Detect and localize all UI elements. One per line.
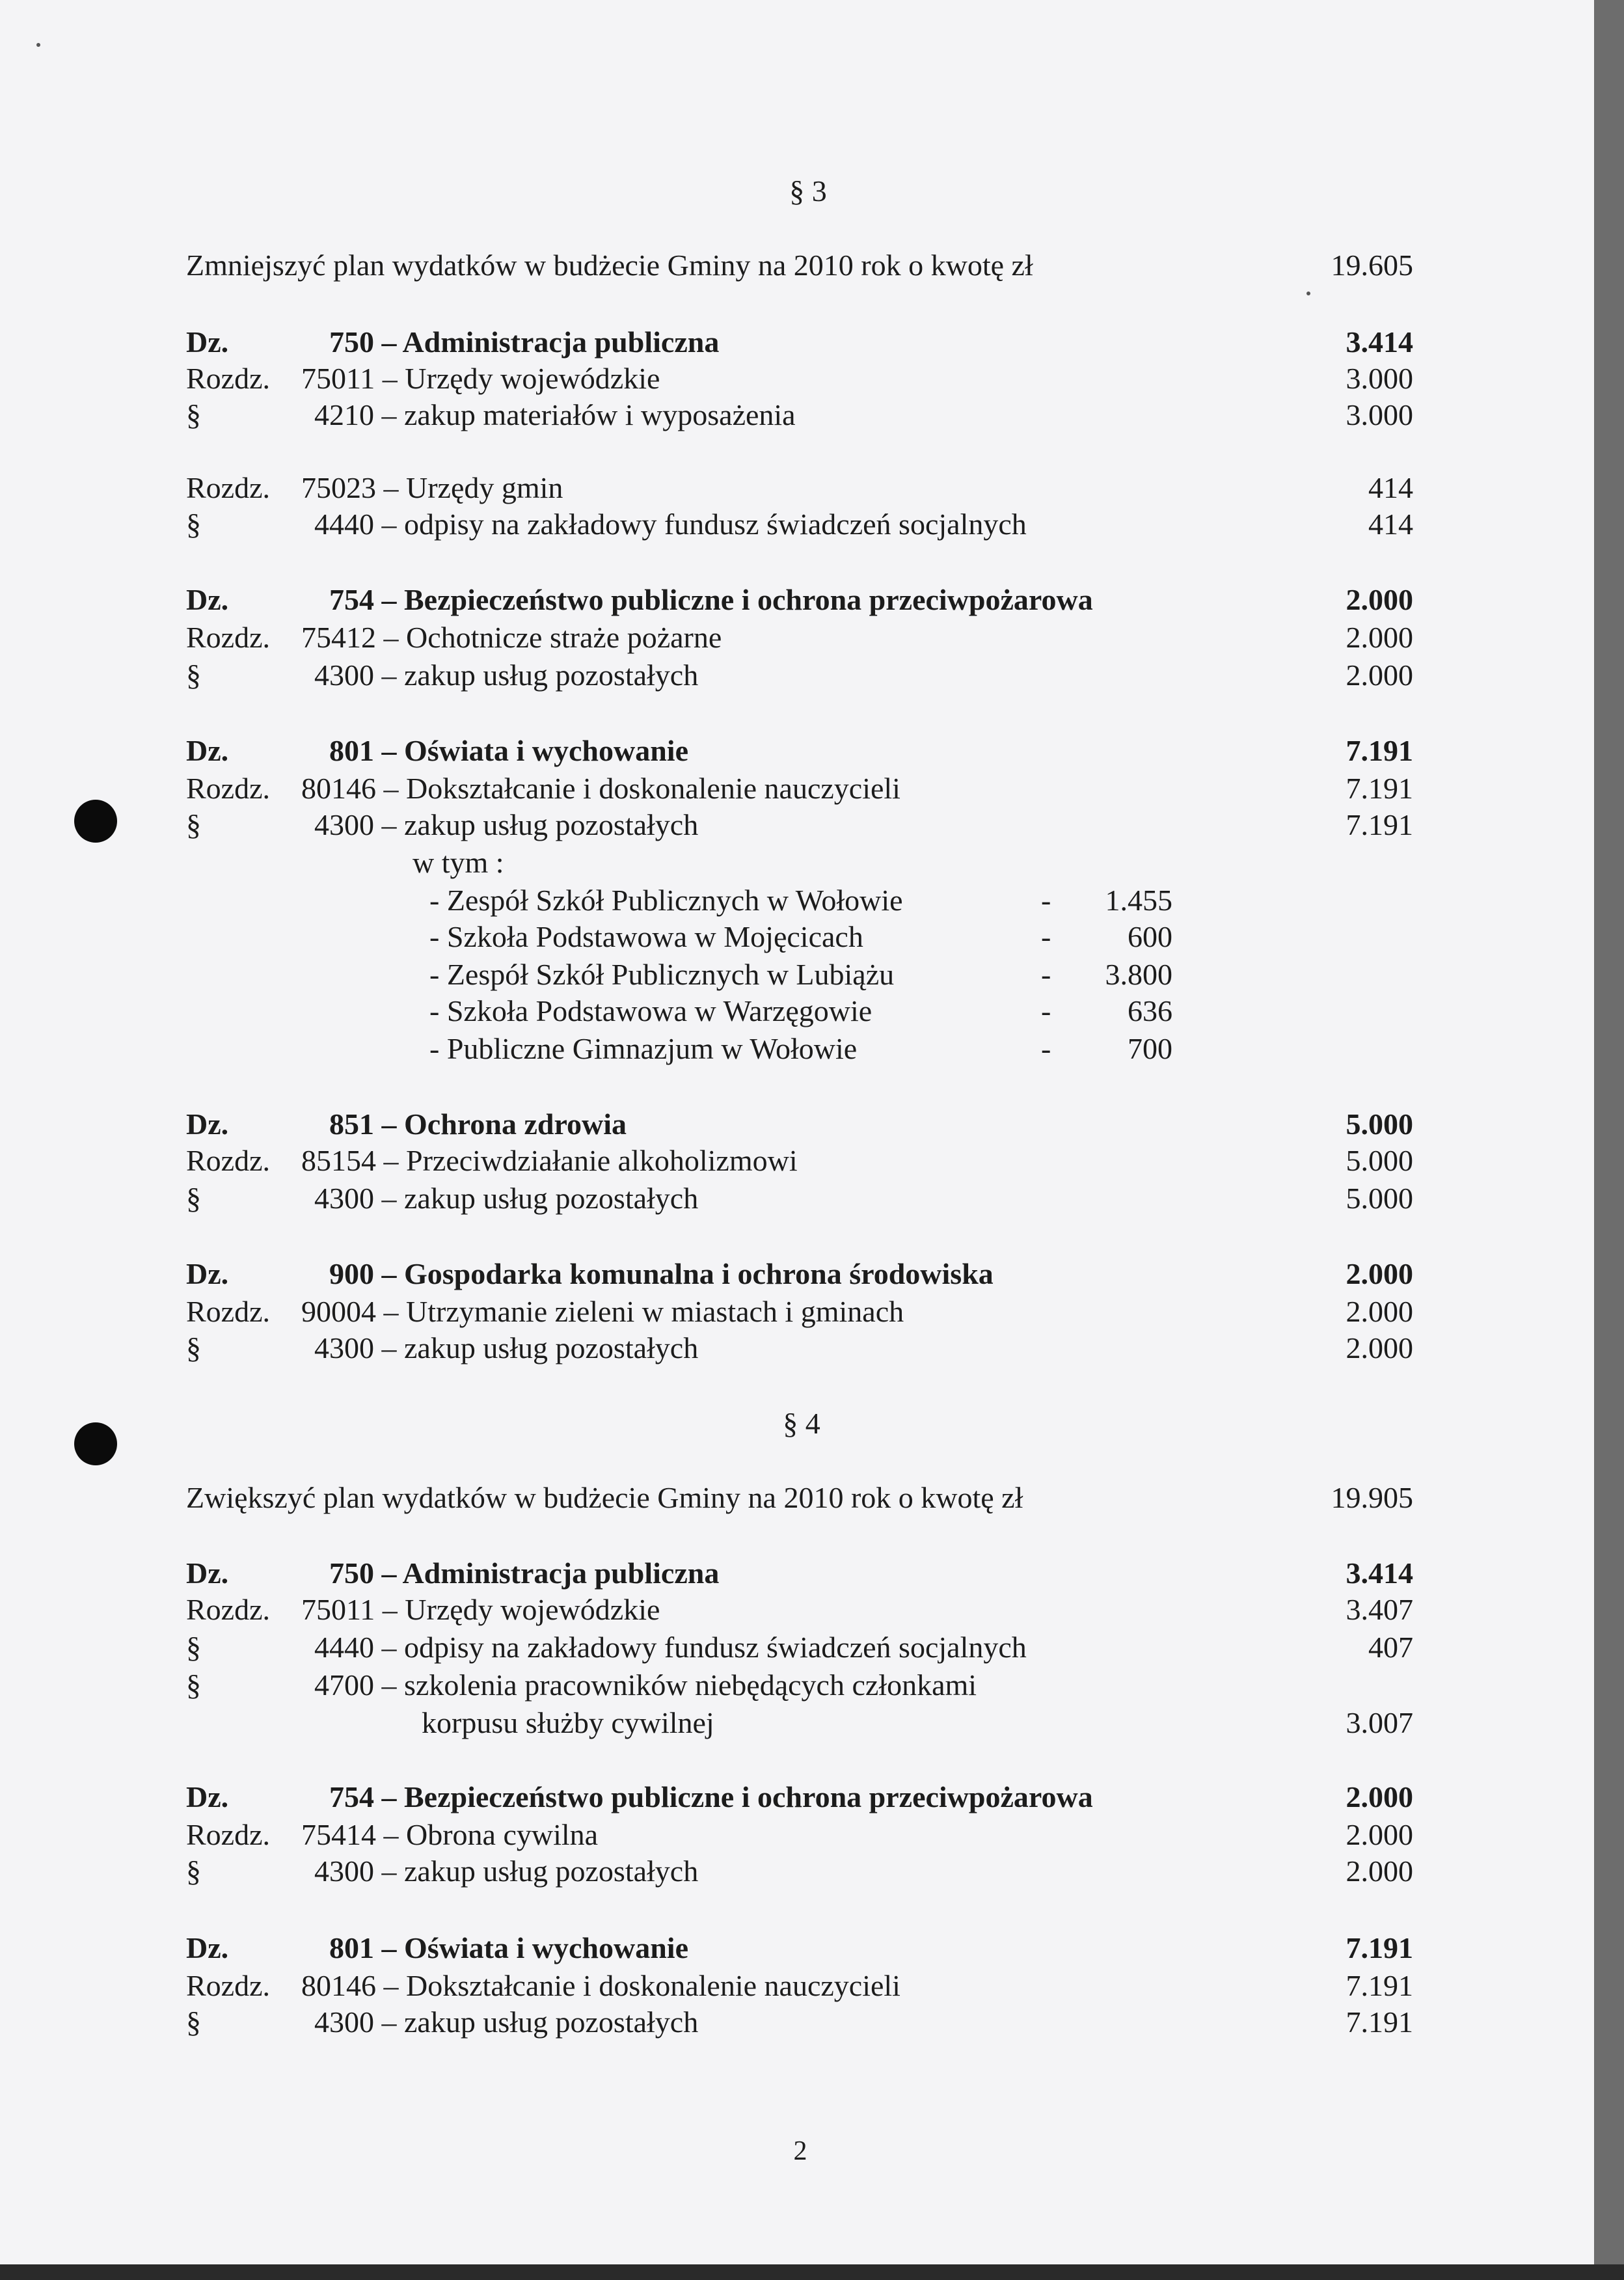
paragraph-text: 4300 – zakup usług pozostałych [314,808,699,841]
chapter-amount: 5.000 [1346,1144,1413,1177]
chapter-amount: 3.407 [1346,1593,1413,1626]
chapter-label: Rozdz. [186,621,271,654]
paragraph-amount: 5.000 [1346,1182,1413,1215]
paragraph-text: 4300 – zakup usług pozostałych [314,2005,699,2039]
paragraph-symbol: § [186,2005,201,2039]
breakdown-dash: - [1041,994,1051,1027]
section-4-intro: Zwiększyć plan wydatków w budżecie Gminy na 2010 rok o kwotę zł [186,1481,1023,1514]
breakdown-item: - Publiczne Gimnazjum w Wołowie [429,1032,858,1065]
chapter-label: Rozdz. [186,1969,271,2002]
breakdown-item: - Zespół Szkół Publicznych w Wołowie [429,884,903,917]
paragraph-amount: 2.000 [1346,658,1413,692]
scan-edge-bottom [0,2264,1624,2280]
chapter-label: Rozdz. [186,1295,271,1328]
breakdown-item: - Zespół Szkół Publicznych w Lubiążu [429,958,895,991]
division-amount: 5.000 [1346,1107,1413,1141]
chapter-title: 75414 – Obrona cywilna [301,1818,599,1851]
scan-speck [1306,292,1310,295]
division-title: 754 – Bezpieczeństwo publiczne i ochrona przeciwpożarowa [329,583,1093,616]
paragraph-text: 4300 – zakup usług pozostałych [314,658,699,692]
chapter-title: 90004 – Utrzymanie zieleni w miastach i gminach [301,1295,904,1328]
punch-hole-bottom [74,1422,117,1465]
breakdown-amount: 600 [1128,920,1172,953]
breakdown-dash: - [1041,958,1051,991]
division-title: 801 – Oświata i wychowanie [329,1931,688,1964]
division-title: 801 – Oświata i wychowanie [329,734,688,767]
paragraph-symbol: § [186,1854,201,1888]
punch-hole-top [74,800,117,843]
paragraph-text: 4300 – zakup usług pozostałych [314,1331,699,1364]
chapter-title: 80146 – Dokształcanie i doskonalenie nauczycieli [301,772,900,805]
paragraph-amount: 3.000 [1346,398,1413,431]
breakdown-item: - Szkoła Podstawowa w Mojęcicach [429,920,863,953]
paragraph-symbol: § [186,1182,201,1215]
chapter-label: Rozdz. [186,362,271,395]
division-amount: 7.191 [1346,734,1413,767]
section-3-intro: Zmniejszyć plan wydatków w budżecie Gminy na 2010 rok o kwotę zł [186,249,1033,282]
chapter-label: Rozdz. [186,1593,271,1626]
division-title: 750 – Administracja publiczna [329,325,720,359]
chapter-amount: 2.000 [1346,621,1413,654]
paragraph-text: 4700 – szkolenia pracowników niebędących członkami [314,1668,977,1702]
paragraph-amount: 2.000 [1346,1331,1413,1364]
chapter-title: 75011 – Urzędy wojewódzkie [301,1593,660,1626]
section-3-total: 19.605 [1331,249,1413,282]
chapter-title: 75023 – Urzędy gmin [301,471,563,504]
division-title: 851 – Ochrona zdrowia [329,1107,627,1141]
breakdown-dash: - [1041,920,1051,953]
division-label: Dz. [186,1931,229,1964]
chapter-label: Rozdz. [186,1144,271,1177]
division-label: Dz. [186,583,229,616]
paragraph-continuation: korpusu służby cywilnej [422,1706,714,1739]
paragraph-symbol: § [186,1631,201,1664]
paragraph-text: 4210 – zakup materiałów i wyposażenia [314,398,796,431]
breakdown-amount: 3.800 [1105,958,1172,991]
division-label: Dz. [186,1556,229,1590]
division-label: Dz. [186,1780,229,1813]
division-amount: 2.000 [1346,1780,1413,1813]
chapter-title: 75011 – Urzędy wojewódzkie [301,362,660,395]
chapter-amount: 2.000 [1346,1818,1413,1851]
paragraph-text: 4300 – zakup usług pozostałych [314,1182,699,1215]
paragraph-symbol: § [186,508,201,541]
division-title: 900 – Gospodarka komunalna i ochrona środowiska [329,1257,994,1290]
paragraph-amount: 7.191 [1346,808,1413,841]
breakdown-dash: - [1041,1032,1051,1065]
paragraph-symbol: § [186,1331,201,1364]
chapter-amount: 7.191 [1346,1969,1413,2002]
paragraph-symbol: § [186,398,201,431]
division-title: 750 – Administracja publiczna [329,1556,720,1590]
paragraph-amount: 414 [1368,508,1413,541]
chapter-title: 85154 – Przeciwdziałanie alkoholizmowi [301,1144,798,1177]
chapter-amount: 414 [1368,471,1413,504]
division-label: Dz. [186,1257,229,1290]
division-title: 754 – Bezpieczeństwo publiczne i ochrona przeciwpożarowa [329,1780,1093,1813]
division-label: Dz. [186,734,229,767]
breakdown-amount: 1.455 [1105,884,1172,917]
page-number: 2 [793,2136,807,2166]
chapter-label: Rozdz. [186,772,271,805]
division-label: Dz. [186,1107,229,1141]
chapter-amount: 7.191 [1346,772,1413,805]
division-amount: 2.000 [1346,583,1413,616]
paragraph-amount: 2.000 [1346,1854,1413,1888]
paragraph-amount: 3.007 [1346,1706,1413,1739]
chapter-amount: 3.000 [1346,362,1413,395]
section-4-header: § 4 [783,1407,820,1440]
chapter-label: Rozdz. [186,471,271,504]
division-amount: 2.000 [1346,1257,1413,1290]
chapter-amount: 2.000 [1346,1295,1413,1328]
scan-edge-right [1594,0,1624,2280]
breakdown-dash: - [1041,884,1051,917]
breakdown-item: - Szkoła Podstawowa w Warzęgowie [429,994,873,1027]
breakdown-label: w tym : [413,846,504,879]
division-amount: 3.414 [1346,1556,1413,1590]
paragraph-symbol: § [186,808,201,841]
section-3-header: § 3 [789,174,827,208]
breakdown-amount: 636 [1128,994,1172,1027]
paragraph-text: 4440 – odpisy na zakładowy fundusz świadczeń socjalnych [314,508,1027,541]
division-amount: 3.414 [1346,325,1413,359]
breakdown-amount: 700 [1128,1032,1172,1065]
paragraph-symbol: § [186,1668,201,1702]
division-amount: 7.191 [1346,1931,1413,1964]
paragraph-symbol: § [186,658,201,692]
paragraph-amount: 407 [1368,1631,1413,1664]
scan-speck [36,43,40,47]
section-4-total: 19.905 [1331,1481,1413,1514]
paragraph-amount: 7.191 [1346,2005,1413,2039]
paragraph-text: 4440 – odpisy na zakładowy fundusz świadczeń socjalnych [314,1631,1027,1664]
paragraph-text: 4300 – zakup usług pozostałych [314,1854,699,1888]
chapter-label: Rozdz. [186,1818,271,1851]
division-label: Dz. [186,325,229,359]
chapter-title: 80146 – Dokształcanie i doskonalenie nauczycieli [301,1969,900,2002]
chapter-title: 75412 – Ochotnicze straże pożarne [301,621,722,654]
